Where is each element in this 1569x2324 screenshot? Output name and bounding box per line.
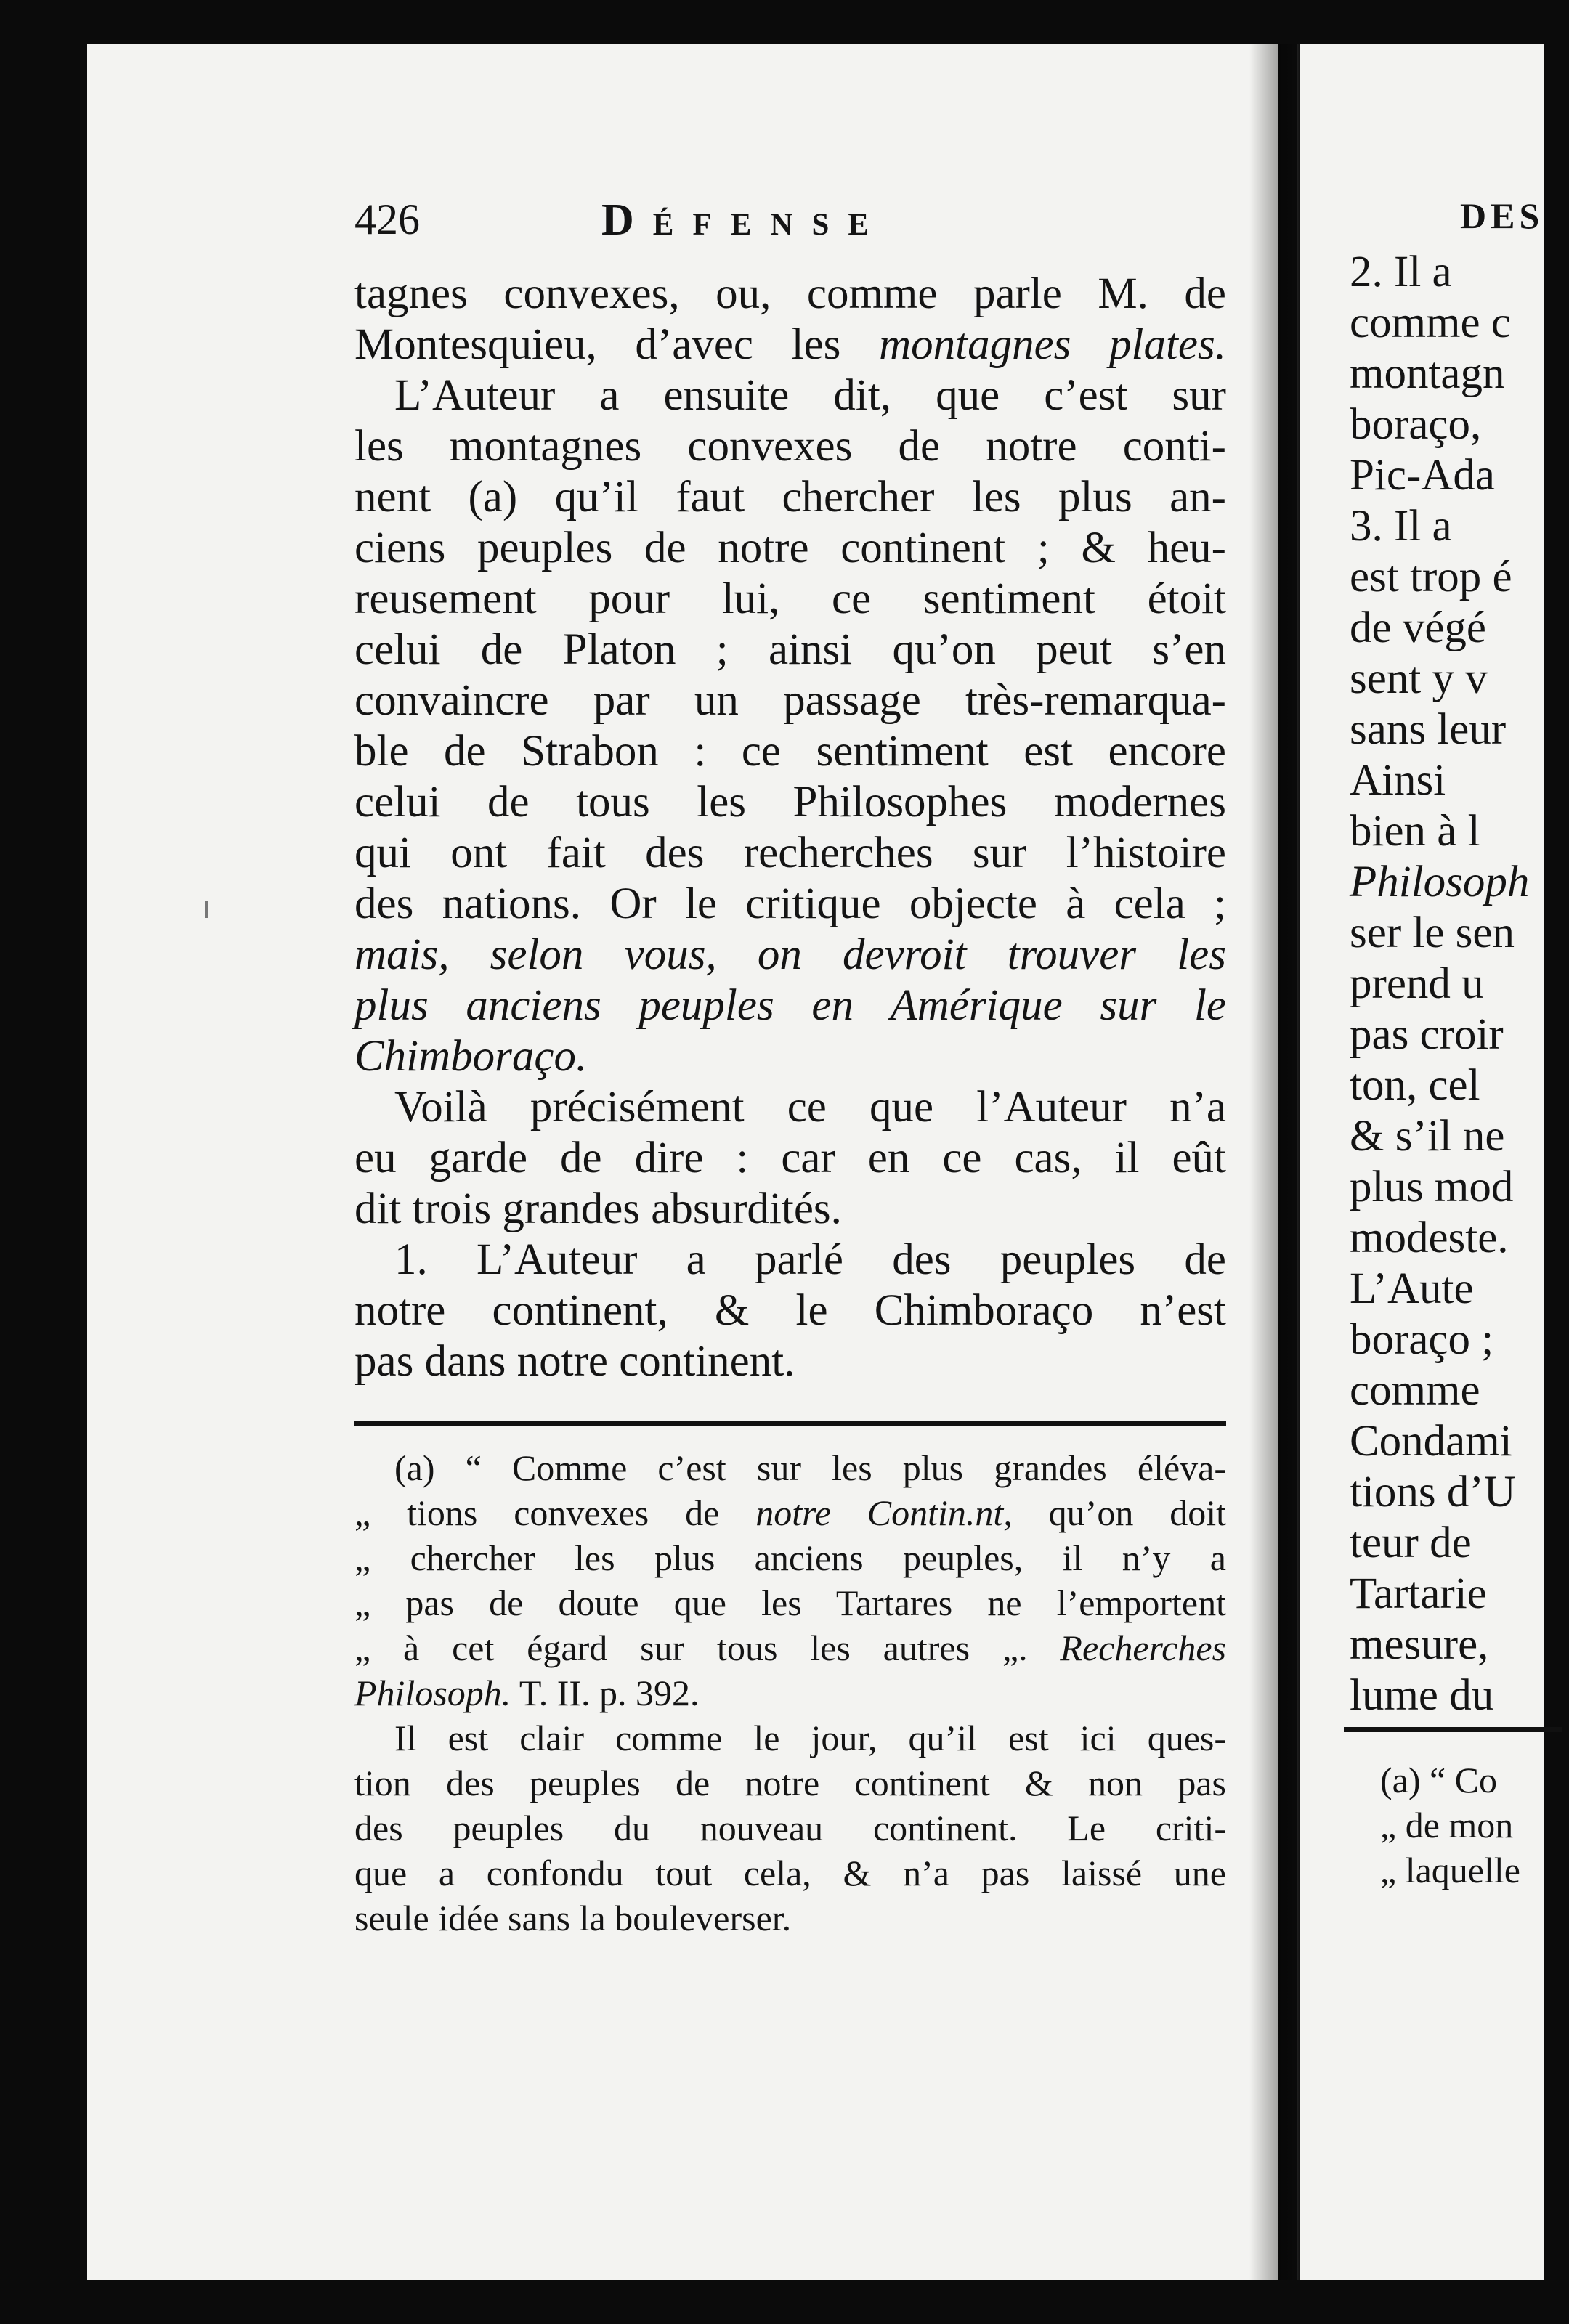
footnote-line-text: qu’on doit xyxy=(1012,1492,1226,1533)
body-line-text: qui ont fait des recherches sur l’histoire xyxy=(354,829,1226,877)
body-text xyxy=(354,269,1226,1387)
body-line-text: reusement pour lui, ce sentiment étoit xyxy=(354,574,1226,623)
footnote-line xyxy=(354,1445,1226,1490)
body-line xyxy=(354,777,1226,828)
body-line xyxy=(354,1133,1226,1184)
right-body-line-text: sans leur xyxy=(1350,705,1507,754)
body-line-italic: Chimboraço. xyxy=(354,1032,588,1081)
right-body-line-text: Pic-Ada xyxy=(1350,451,1495,500)
right-body-line-text: Ainsi xyxy=(1350,756,1446,805)
footnote-line-text: Il est clair comme le jour, qu’il est ici ques- xyxy=(394,1718,1226,1758)
body-line xyxy=(354,269,1226,320)
right-body-line xyxy=(1350,959,1568,1009)
body-line-italic: montagnes plates. xyxy=(879,320,1226,369)
footnote-line xyxy=(354,1670,1226,1715)
page-number: 426 xyxy=(354,195,420,243)
right-body-line xyxy=(1350,1569,1568,1620)
body-line-text: nent (a) qu’il faut chercher les plus an- xyxy=(354,473,1226,521)
right-body-line-text: L’Aute xyxy=(1350,1264,1474,1313)
right-body-line-text: boraço, xyxy=(1350,400,1482,449)
right-body-line xyxy=(1350,1315,1568,1365)
right-body-line-text: comme xyxy=(1350,1366,1480,1415)
right-body-line xyxy=(1350,857,1568,908)
body-line-italic: plus anciens peuples en Amérique sur le xyxy=(354,981,1226,1030)
body-line xyxy=(354,320,1226,370)
body-line xyxy=(354,1285,1226,1336)
right-body-line-text: plus mod xyxy=(1350,1163,1514,1211)
footnote-line-text: seule idée sans la bouleverser. xyxy=(354,1898,792,1938)
body-line-text: celui de tous les Philosophes modernes xyxy=(354,778,1226,826)
body-line-italic: mais, selon vous, on devroit trouver les xyxy=(354,930,1226,979)
right-body-line xyxy=(1350,1213,1568,1264)
right-footnote-line xyxy=(1380,1758,1569,1803)
right-body-line-text: bien à l xyxy=(1350,807,1480,856)
right-body-line-italic: Philosoph xyxy=(1350,858,1530,906)
body-line-text: dit trois grandes absurdités. xyxy=(354,1185,842,1233)
footnote-rule xyxy=(354,1421,1226,1426)
footnote-line-italic: Philosoph. xyxy=(354,1673,511,1713)
body-line-text: les montagnes convexes de notre conti- xyxy=(354,422,1226,471)
right-running-head: DES xyxy=(1460,195,1544,236)
right-body-line-text: ser le sen xyxy=(1350,909,1515,957)
running-head: Défense xyxy=(601,195,888,245)
right-body-line-text: tions d’U xyxy=(1350,1468,1516,1516)
body-line xyxy=(354,1184,1226,1235)
right-body-line xyxy=(1350,908,1568,959)
footnote-line-text: tion des peuples de notre continent & non pas xyxy=(354,1763,1226,1803)
right-body-line xyxy=(1350,1111,1568,1162)
body-line xyxy=(354,1082,1226,1133)
right-body-line xyxy=(1350,603,1568,654)
body-line-text: notre continent, & le Chimboraço n’est xyxy=(354,1286,1226,1335)
footnote-line xyxy=(354,1535,1226,1580)
right-body-line xyxy=(1350,501,1568,552)
right-body-line-text: & s’il ne xyxy=(1350,1112,1505,1161)
body-line-text: Montesquieu, d’avec les xyxy=(354,320,880,369)
body-line-text: eu garde de dire : car en ce cas, il eût xyxy=(354,1134,1226,1182)
body-line xyxy=(354,421,1226,472)
right-body-line xyxy=(1350,1264,1568,1315)
footnote-line-text: „ chercher les plus anciens peuples, il n’y a xyxy=(354,1537,1226,1578)
right-body-line xyxy=(1350,247,1568,298)
right-body-line-text: Condami xyxy=(1350,1417,1512,1466)
right-footnote-rule xyxy=(1344,1727,1562,1732)
right-body-line-text: prend u xyxy=(1350,959,1484,1008)
footnote-line xyxy=(354,1760,1226,1805)
right-body-line xyxy=(1350,399,1568,450)
right-body-line-text: comme c xyxy=(1350,298,1511,347)
right-body-line-text: de végé xyxy=(1350,604,1486,652)
footnote-line xyxy=(354,1896,1226,1941)
footnote-line-text: „ pas de doute que les Tartares ne l’emportent xyxy=(354,1582,1226,1623)
footnote-line-text: (a) “ Comme c’est sur les plus grandes éléva- xyxy=(394,1447,1226,1488)
right-body-line-text: boraço ; xyxy=(1350,1315,1494,1364)
footnote-line xyxy=(354,1850,1226,1896)
body-line xyxy=(354,574,1226,625)
right-body-line xyxy=(1350,1518,1568,1569)
body-line-text: pas dans notre continent. xyxy=(354,1337,795,1386)
right-body-line-text: montagn xyxy=(1350,349,1505,398)
body-line-text: Voilà précisément ce que l’Auteur n’a xyxy=(394,1083,1226,1131)
footnote-line xyxy=(354,1805,1226,1850)
body-line xyxy=(354,625,1226,675)
right-body-line-text: lume du xyxy=(1350,1671,1494,1720)
right-body-line-text: teur de xyxy=(1350,1519,1472,1567)
book-edge-left xyxy=(29,58,42,2280)
right-body-line-text: 2. Il a xyxy=(1350,248,1452,296)
body-line-text: ciens peuples de notre continent ; & heu- xyxy=(354,524,1226,572)
footnote-line-text: des peuples du nouveau continent. Le criti- xyxy=(354,1808,1226,1848)
right-body-line xyxy=(1350,1009,1568,1060)
footnote-line xyxy=(354,1715,1226,1760)
right-body-line xyxy=(1350,1620,1568,1670)
footnote-line-text: „ tions convexes de xyxy=(354,1492,756,1533)
right-footnote-line-text: „ laquelle xyxy=(1380,1850,1520,1890)
right-body-line-text: est trop é xyxy=(1350,553,1512,601)
body-line-text: tagnes convexes, ou, comme parle M. de xyxy=(354,269,1226,318)
right-body-line-text: ton, cel xyxy=(1350,1061,1480,1110)
body-line-text: convaincre par un passage très-remarqua- xyxy=(354,676,1226,725)
right-body-line xyxy=(1350,1060,1568,1111)
body-line xyxy=(354,980,1226,1031)
body-line-text: des nations. Or le critique objecte à cela ; xyxy=(354,879,1226,928)
page-header xyxy=(354,195,1226,253)
body-line xyxy=(354,879,1226,930)
right-footnote-line-text: „ de mon xyxy=(1380,1805,1514,1845)
right-body-line xyxy=(1350,806,1568,857)
right-body-line xyxy=(1350,1365,1568,1416)
footnote-line xyxy=(354,1625,1226,1670)
right-body-line xyxy=(1350,349,1568,399)
footnote-line xyxy=(354,1580,1226,1625)
right-body-line xyxy=(1350,654,1568,704)
footnotes xyxy=(354,1445,1226,1941)
right-body-line xyxy=(1350,1467,1568,1518)
right-footnote-line xyxy=(1380,1848,1569,1893)
right-body-line xyxy=(1350,552,1568,603)
body-line xyxy=(354,1336,1226,1387)
footnote-line-text: T. II. p. 392. xyxy=(511,1673,700,1713)
right-footnote-line-text: (a) “ Co xyxy=(1380,1760,1498,1800)
footnote-line xyxy=(354,1490,1226,1535)
right-body-line-text: Tartarie xyxy=(1350,1569,1487,1618)
footnote-line-text: que a confondu tout cela, & n’a pas laissé une xyxy=(354,1853,1226,1893)
body-line xyxy=(354,828,1226,879)
scan-speck xyxy=(205,901,208,918)
right-body-line xyxy=(1350,298,1568,349)
right-footnotes xyxy=(1380,1758,1569,1893)
body-line-text: 1. L’Auteur a parlé des peuples de xyxy=(394,1235,1226,1284)
gutter-shadow xyxy=(1249,44,1300,2280)
body-line-text: ble de Strabon : ce sentiment est encore xyxy=(354,727,1226,776)
right-body-line xyxy=(1350,1162,1568,1213)
body-line xyxy=(354,1031,1226,1082)
right-body-line xyxy=(1350,1416,1568,1467)
body-line xyxy=(354,930,1226,980)
right-body-line xyxy=(1350,450,1568,501)
right-footnote-line xyxy=(1380,1803,1569,1848)
right-body-line-text: modeste. xyxy=(1350,1214,1509,1262)
body-line-text: L’Auteur a ensuite dit, que c’est sur xyxy=(394,371,1226,420)
body-line xyxy=(354,675,1226,726)
right-body-line-text: sent y v xyxy=(1350,654,1488,703)
right-body-line xyxy=(1350,704,1568,755)
body-line-text: celui de Platon ; ainsi qu’on peut s’en xyxy=(354,625,1226,674)
footnote-line-text: „ à cet égard sur tous les autres „. xyxy=(354,1628,1061,1668)
right-body-text xyxy=(1350,247,1568,1721)
right-body-line-text: pas croir xyxy=(1350,1010,1504,1059)
body-line xyxy=(354,523,1226,574)
footnote-line-italic: Recherches xyxy=(1060,1628,1226,1668)
right-body-line-text: mesure, xyxy=(1350,1620,1489,1669)
right-body-line-text: 3. Il a xyxy=(1350,502,1452,550)
body-line xyxy=(354,1235,1226,1285)
right-body-line xyxy=(1350,1670,1568,1721)
body-line xyxy=(354,726,1226,777)
footnote-line-italic: notre Contin.nt, xyxy=(755,1492,1013,1533)
body-line xyxy=(354,472,1226,523)
right-body-line xyxy=(1350,755,1568,806)
body-line xyxy=(354,370,1226,421)
